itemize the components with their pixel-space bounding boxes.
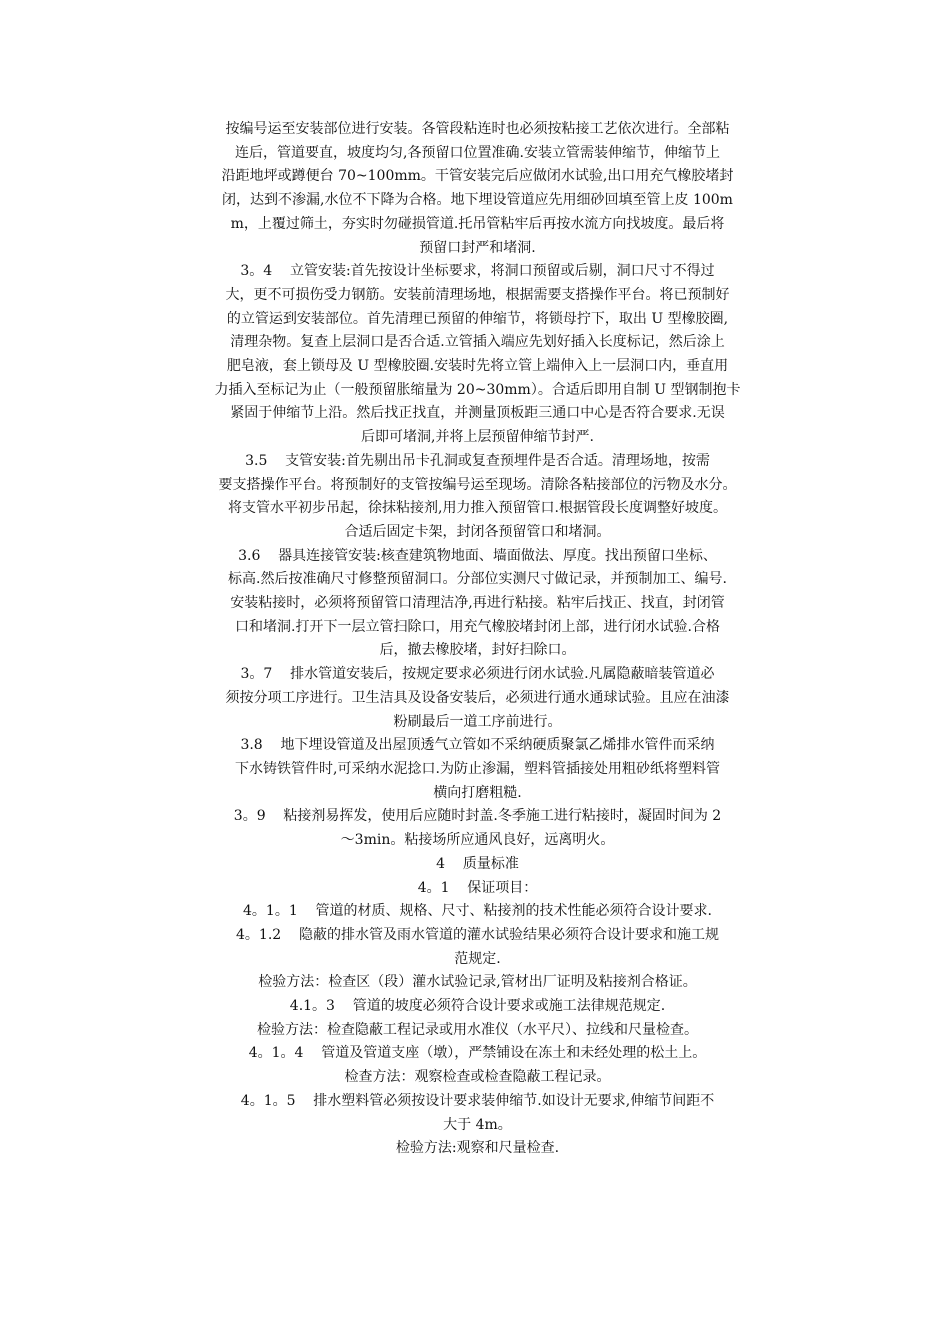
paragraph-p-4-1-3-check (180, 1019, 775, 1043)
paragraph-p-3-6 (180, 545, 775, 664)
paragraph-p-4-1-3 (180, 995, 775, 1019)
paragraph-p-3-8 (180, 734, 775, 805)
text-line: 4。1。5 排水塑料管必须按设计要求装伸缩节.如设计无要求,伸缩节间距不 (240, 1092, 715, 1109)
text-line: 3.5 支管安装:首先剔出吊卡孔洞或复查预埋件是否合适。清理场地，按需 (245, 452, 710, 469)
text-line: 闭，达到不渗漏,水位不下降为合格。地下埋设管道应先用细砂回填至管上皮 100m (222, 192, 733, 209)
text-line: 清理杂物。复查上层洞口是否合适.立管插入端应先划好插入长度标记，然后涂上 (230, 334, 725, 351)
text-line: 合适后固定卡架，封闭各预留管口和堵洞。 (344, 523, 611, 540)
text-line: 粉刷最后一道工序前进行。 (393, 713, 562, 730)
paragraph-p-3-3-cont (180, 118, 775, 260)
paragraph-p-4-1-2 (180, 924, 775, 971)
text-line: 大，更不可损伤受力钢筋。安装前清理场地，根据需要支搭操作平台。将已预制好 (225, 286, 730, 303)
text-line: 大于 4m。 (443, 1116, 512, 1133)
paragraph-p-4-1-4-check (180, 1066, 775, 1090)
text-line: 要支搭操作平台。将预制好的支管按编号运至现场。清除各粘接部位的污物及水分。 (218, 476, 737, 493)
text-line: 后，撤去橡胶堵，封好扫除口。 (379, 642, 576, 659)
text-line: 3。9 粘接剂易挥发，使用后应随时封盖.冬季施工进行粘接时，凝固时间为 2 (233, 808, 722, 825)
paragraph-p-4 (180, 853, 775, 877)
text-line: 4.1。3 管道的坡度必须符合设计要求或施工法律规范规定. (289, 998, 666, 1015)
text-line: 预留口封严和堵洞. (419, 239, 536, 256)
text-line: 标高.然后按准确尺寸修整预留洞口。分部位实测尺寸做记录，并预制加工、编号. (228, 571, 727, 588)
text-line: 4。1。1 管道的材质、规格、尺寸、粘接剂的技术性能必须符合设计要求. (243, 903, 712, 920)
paragraph-p-3-7 (180, 663, 775, 734)
text-line: 按编号运至安装部位进行安装。各管段粘连时也必须按粘接工艺依次进行。全部粘 (225, 121, 730, 137)
paragraph-p-4-1-5-check (180, 1137, 775, 1161)
text-line: 安装粘接时，必须将预留管口清理洁净,再进行粘接。粘牢后找正、找直，封闭管 (230, 595, 725, 612)
text-line: 范规定. (454, 950, 501, 967)
text-line: 4 质量标准 (436, 855, 519, 872)
paragraph-p-3-5 (180, 450, 775, 545)
text-line: 3.6 器具连接管安装:核查建筑物地面、墙面做法、厚度。找出预留口坐标、 (238, 547, 717, 564)
paragraph-p-4-1-1 (180, 900, 775, 924)
text-line: 力插入至标记为止（一般预留胀缩量为 20~30mm）。合适后即用自制 U 型钢制抱卡 (214, 381, 741, 398)
text-line: 检验方法：检查区（段）灌水试验记录,管材出厂证明及粘接剂合格证。 (258, 974, 697, 991)
text-line: 4。1。4 管道及管道支座（墩），严禁铺设在冻土和未经处理的松土上。 (248, 1045, 707, 1062)
paragraph-p-3-9 (180, 805, 775, 852)
text-line: 的立管运到安装部位。首先清理已预留的伸缩节，将锁母拧下，取出 U 型橡胶圈, (226, 310, 729, 327)
text-line: 3。7 排水管道安装后，按规定要求必须进行闭水试验.凡属隐蔽暗装管道必 (240, 666, 715, 683)
text-line: 3。4 立管安装:首先按设计坐标要求，将洞口预留或后剔，洞口尺寸不得过 (240, 263, 715, 280)
text-line: 检验方法:观察和尺量检查. (395, 1140, 560, 1157)
text-line: 4。1 保证项目： (417, 879, 538, 896)
text-line: 横向打磨粗糙. (433, 784, 522, 801)
paragraph-p-4-1-5 (180, 1090, 775, 1137)
text-line: m，上覆过筛土，夯实时勿碰损管道.托吊管粘牢后再按水流方向找坡度。最后将 (230, 215, 725, 232)
text-line: 连后，管道要直，坡度均匀,各预留口位置准确.安装立管需装伸缩节，伸缩节上 (235, 144, 720, 161)
text-line: 将支管水平初步吊起，徐抹粘接剂,用力推入预留管口.根据管段长度调整好坡度。 (228, 500, 727, 517)
text-line: 肥皂液，套上锁母及 U 型橡胶圈.安装时先将立管上端伸入上一层洞口内，垂直用 (226, 358, 729, 375)
paragraph-p-4-1-2-check (180, 971, 775, 995)
paragraph-p-3-4 (180, 260, 775, 450)
paragraph-p-4-1 (180, 877, 775, 901)
text-line: 4。1.2 隐蔽的排水管及雨水管道的灌水试验结果必须符合设计要求和施工规 (236, 926, 719, 943)
text-line: 沿距地坪或蹲便台 70~100mm。干管安装完后应做闭水试验,出口用充气橡胶堵封 (221, 168, 734, 185)
text-line: 3.8 地下埋设管道及出屋顶透气立管如不采纳硬质聚氯乙烯排水管件而采纳 (240, 737, 715, 754)
text-line: 检查方法：观察检查或检查隐蔽工程记录。 (344, 1069, 611, 1086)
document-page (180, 118, 775, 1161)
text-line: 后即可堵洞,并将上层预留伸缩节封严. (361, 429, 594, 446)
text-line: 检验方法：检查隐蔽工程记录或用水准仪（水平尺）、拉线和尺量检查。 (257, 1021, 698, 1038)
text-line: ～3min。粘接场所应通风良好，远离明火。 (340, 832, 615, 849)
text-line: 下水铸铁管件时,可采纳水泥捻口.为防止渗漏，塑料管插接处用粗砂纸将塑料管 (235, 760, 720, 777)
text-line: 口和堵洞.打开下一层立管扫除口，用充气橡胶堵封闭上部，进行闭水试验.合格 (235, 618, 720, 635)
text-line: 须按分项工序进行。卫生洁具及设备安装后，必须进行通水通球试验。且应在油漆 (225, 689, 730, 706)
text-line: 紧固于伸缩节上沿。然后找正找直，并测量顶板距三通口中心是否符合要求.无误 (230, 405, 725, 422)
paragraph-p-4-1-4 (180, 1042, 775, 1066)
